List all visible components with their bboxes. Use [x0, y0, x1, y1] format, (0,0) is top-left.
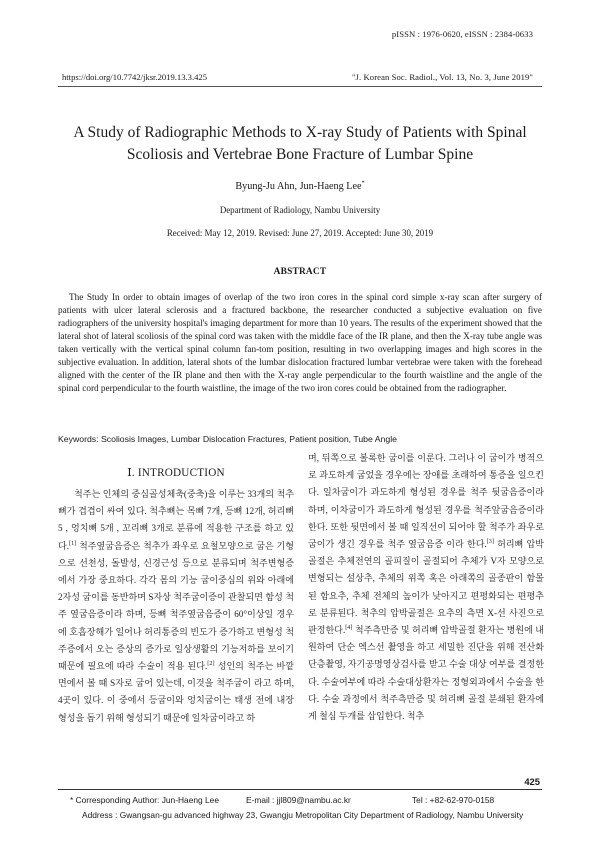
abstract-heading: ABSTRACT: [273, 267, 327, 277]
address: Address : Gwangsan-gu advanced highway 23, Gwangju Metropolitan City Department of Radiology, Nambu University: [82, 810, 524, 820]
page-number: 425: [524, 776, 540, 787]
paper-title-line-2: Scoliosis and Vertebrae Bone Fracture of Lumbar Spine: [126, 146, 474, 163]
citation-4[interactable]: [4]: [345, 624, 353, 632]
intro-right-column: [308, 450, 544, 725]
right-text-b: 허리뼈 압박골절은 추체전연의 골피질이 골절되어 추체가 V자 모양으로 변형되는 설상추, 추체의 위쪽 혹은 아래쪽의 골종판이 함몰된 함요추, 추체 전체의 높이가 낮아지고 편평화되는 편평추로 분류된다. 척추의 압박골절은 요추의 측면 X-선 사진으로 판정한다.: [308, 539, 544, 636]
telephone: Tel : +82-62-970-0158: [412, 795, 495, 805]
email[interactable]: E-mail : jjl809@nambu.ac.kr: [246, 795, 351, 805]
header-rule: [58, 86, 542, 87]
journal-citation: "J. Korean Soc. Radiol., Vol. 13, No. 3, June 2019": [351, 72, 533, 82]
footnote-rule: [58, 789, 542, 790]
paper-title-line-1: A Study of Radiographic Methods to X-ray Study of Patients with Spinal: [73, 124, 527, 141]
citation-3[interactable]: [3]: [486, 538, 494, 545]
corresponding-mark: *: [361, 179, 365, 187]
abstract-body: The Study In order to obtain images of overlap of the two iron cores in the spinal cord simple x-ray scan after surgery of patients with ulcer lateral sclerosis and a fractured backbone, the researcher conducted a subjective evaluation on five radiographers of the university hospital's imaging department for more than 10 years. The results of the experiment showed that the lateral shot of lateral scoliosis of the spinal cord was taken with the middle face of the IR plane, and then the X-ray tube angle was taken vertically with the vertical spinal column fan-tom position, resulting in two overlapping images and high scores in the subjective evaluation. In addition, lateral shots of the lumbar dislocation fractured lumbar vertebrae were taken with the forehead aligned with the center of the IR plane and then with the X-ray angle perpendicular to the fourth waistline and the angle of the spinal cord perpendicular to the fourth waistline, the image of the two iron cores could be obtained from the radiographer.: [58, 293, 542, 394]
keywords: Keywords: Scoliosis Images, Lumbar Dislocation Fractures, Patient position, Tube Angle: [58, 434, 397, 444]
corresponding-author: * Corresponding Author: Jun-Haeng Lee: [70, 795, 219, 805]
doi-link[interactable]: https://doi.org/10.7742/jksr.2019.13.3.425: [62, 72, 207, 82]
intro-paragraph-continued: [308, 450, 544, 725]
affiliation: Department of Radiology, Nambu University: [219, 205, 381, 215]
authors: Byung-Ju Ahn, Jun-Haeng Lee: [235, 181, 362, 192]
right-text-a: 며, 뒤쪽으로 볼록한 굽이를 이룬다. 그러나 이 굽이가 병적으로 과도하게 굽었을 경우에는 장애를 초래하여 통증을 일으킨다. 일차굽이가 과도하게 형성된 경우를 척주 뒷굽음증이라 하며, 이차굽이가 과도하게 형성된 경우를 척주앞굽음증이라 한다. 또한 뒷면에서 볼 때 일직선이 되어야 할 척주가 좌우로 굽이가 생긴 경우를 척주 옆굽음증 이라 한다.: [308, 453, 544, 550]
section-heading-introduction: Ⅰ. INTRODUCTION: [127, 467, 225, 479]
right-text-c: 척주측만증 및 허리뼈 압박골절 환자는 병원에 내원하여 단순 엑스선 촬영을 하고 세밀한 진단을 위해 전산화단층촬영, 자기공명영상검사를 받고 수술 대상 여부를 결정한다. 수술여부에 따라 수술대상환자는 정형외과에서 수술을 한다. 수술 과정에서 척주측만증 및 허리뼈 골절 분쇄된 환자에게 철심 두개를 삽입한다. 척추: [308, 625, 544, 722]
dates: Received: May 12, 2019. Revised: June 27, 2019. Accepted: June 30, 2019: [166, 228, 434, 238]
intro-paragraph-1: [58, 486, 294, 727]
left-text-b: 척주옆굽음증은 척추가 좌우로 요철모양으로 굽은 기형으로 선천성, 돌발성, 신경근성 등으로 분류되며 척주변형증에서 가장 중요하다. 각각 몸의 기능 굽이중심의 위와 아래에 2자성 굽이를 동반하며 S자상 척주굽이증이 관찰되면 함성 척주 옆굽음증이라 하며, 등뼈 척주옆굽음증이 60°이상일 경우에 호흡장해가 일어나 허리통증의 빈도가 증가하고 변형성 척주증에서 오는 증상의 증가로 일상생활의 기능저하를 보이기 때문에 필요에 따라 수술이 적용 된다.: [58, 540, 294, 672]
left-text-c: 성인의 척주는 바깥면에서 볼 때 S자로 굽어 있는데, 이것을 척주굽이 라고 하며, 4곳이 있다. 이 중에서 등굽이와 엉치굽이는 태생 전에 내장 형성을 돕기 위해 형성되기 때문에 일차굽이라고 하: [58, 661, 294, 723]
citation-2[interactable]: [2]: [207, 660, 215, 668]
left-text-a: 척주는 인체의 중심골성체축(중축)을 이루는 33개의 척추뼈가 겹겹이 싸여 있다. 척추뼈는 목뼈 7개, 등뼈 12개, 허리뼈 5 , 엉치뼈 5개 , 꼬리뼈 3개로 분류에 적용한 구조를 하고 있다.: [58, 489, 294, 551]
intro-left-column: [58, 486, 294, 727]
authors-line: [60, 181, 540, 192]
citation-1[interactable]: [1]: [69, 539, 77, 547]
issn-line: pISSN : 1976-0620, eISSN : 2384-0633: [391, 29, 533, 39]
